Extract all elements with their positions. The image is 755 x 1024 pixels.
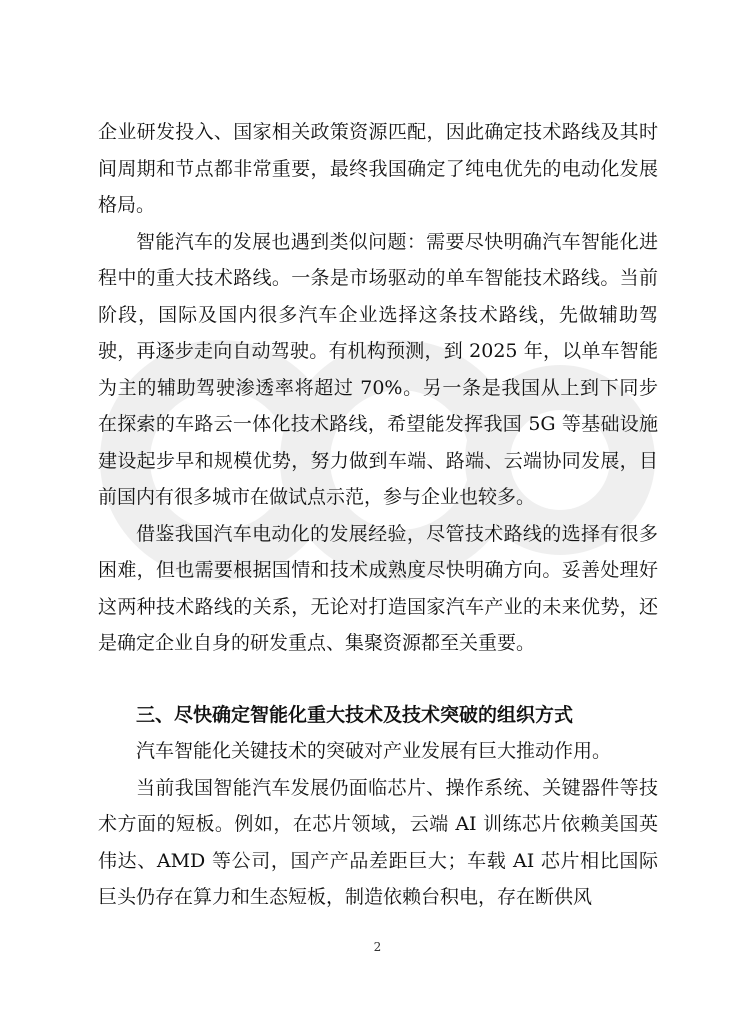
paragraph-3: 借鉴我国汽车电动化的发展经验，尽管技术路线的选择有很多困难，但也需要根据国情和技术成熟度尽快明确方向。妥善处理好这两种技术路线的关系，无论对打造国家汽车产业的未来优势，还是确定企业自身的研发重点、集聚资源都至关重要。	[98, 522, 658, 654]
document-body	[98, 114, 658, 916]
paragraph-4: 汽车智能化关键技术的突破对产业发展有巨大推动作用。	[136, 740, 612, 762]
page-number: 2	[373, 940, 382, 954]
section-heading: 三、尽快确定智能化重大技术及技术突破的组织方式	[136, 703, 574, 726]
paragraph-1: 企业研发投入、国家相关政策资源匹配，因此确定技术路线及其时间周期和节点都非常重要，最终我国确定了纯电优先的电动化发展格局。	[98, 121, 658, 216]
paragraph-2: 智能汽车的发展也遇到类似问题：需要尽快明确汽车智能化进程中的重大技术路线。一条是市场驱动的单车智能技术路线。当前阶段，国际及国内很多汽车企业选择这条技术路线，先做辅助驾驶，再逐步走向自动驾驶。有机构预测，到 2025 年，以单车智能为主的辅助驾驶渗透率将超过 70%。另一条是我国从上到下同步在探索的车路云一体化技术路线，希望能发挥我国 5G 等基础设施建设起步早和规模优势，努力做到车端、路端、云端协同发展，目前国内有很多城市在做试点示范，参与企业也较多。	[98, 230, 658, 508]
paragraph-5: 当前我国智能汽车发展仍面临芯片、操作系统、关键器件等技术方面的短板。例如，在芯片领域，云端 AI 训练芯片依赖美国英伟达、AMD 等公司，国产产品差距巨大；车载 AI 芯片相比国际巨头仍存在算力和生态短板，制造依赖台积电，存在断供风	[98, 776, 658, 908]
